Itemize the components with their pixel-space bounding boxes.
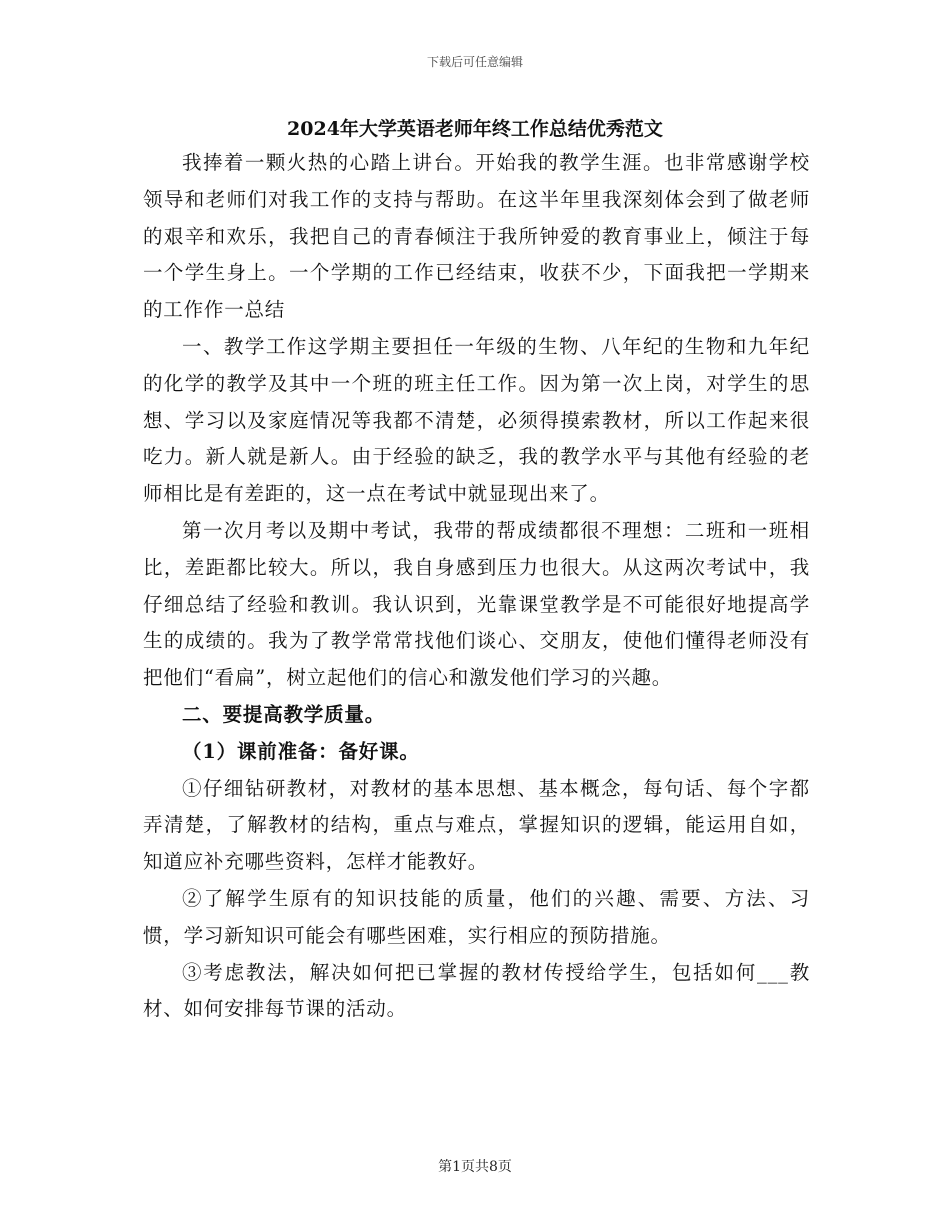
list-item-know-students: ②了解学生原有的知识技能的质量，他们的兴趣、需要、方法、习惯，学习新知识可能会有哪些困难，实行相应的预防措施。: [143, 886, 810, 947]
document-title: 2024年大学英语老师年终工作总结优秀范文: [287, 118, 663, 140]
list-item-study-materials: ①仔细钻研教材，对教材的基本思想、基本概念，每句话、每个字都弄清楚，了解教材的结构，重点与难点，掌握知识的逻辑，能运用自如，知道应补充哪些资料，怎样才能教好。: [143, 776, 810, 874]
paragraph-intro: 我捧着一颗火热的心踏上讲台。开始我的教学生涯。也非常感谢学校领导和老师们对我工作的支持与帮助。在这半年里我深刻体会到了做老师的艰辛和欢乐，我把自己的青春倾注于我所钟爱的教育事业上，倾注于每一个学生身上。一个学期的工作已经结束，收获不少，下面我把一学期来的工作作一总结: [143, 151, 810, 322]
paragraph-exam-reflection: 第一次月考以及期中考试，我带的帮成绩都很不理想：二班和一班相比，差距都比较大。所以，我自身感到压力也很大。从这两次考试中，我仔细总结了经验和教训。我认识到，光靠课堂教学是不可能很好地提高学生的成绩的。我为了教学常常找他们谈心、交朋友，使他们懂得老师没有把他们“看扁”，树立起他们的信心和激发他们学习的兴趣。: [143, 518, 810, 690]
paragraph-teaching-work: 一、教学工作这学期主要担任一年级的生物、八年纪的生物和九年纪的化学的教学及其中一个班的班主任工作。因为第一次上岗，对学生的思想、学习以及家庭情况等我都不清楚，必须得摸索教材，所以工作起来很吃力。新人就是新人。由于经验的缺乏，我的教学水平与其他有经验的老师相比是有差距的，这一点在考试中就显现出来了。: [143, 334, 810, 506]
document-body: [143, 145, 810, 1028]
list-item-teaching-method: ③考虑教法，解决如何把已掌握的教材传授给学生，包括如何___教材、如何安排每节课的活动。: [143, 960, 810, 1021]
subsection-heading-preparation: （1）课前准备：备好课。: [182, 739, 420, 763]
section-heading-quality: 二、要提高教学质量。: [182, 702, 386, 726]
page-number-footer: 第1页共8页: [438, 1159, 512, 1175]
header-note: 下载后可任意编辑: [426, 55, 523, 69]
